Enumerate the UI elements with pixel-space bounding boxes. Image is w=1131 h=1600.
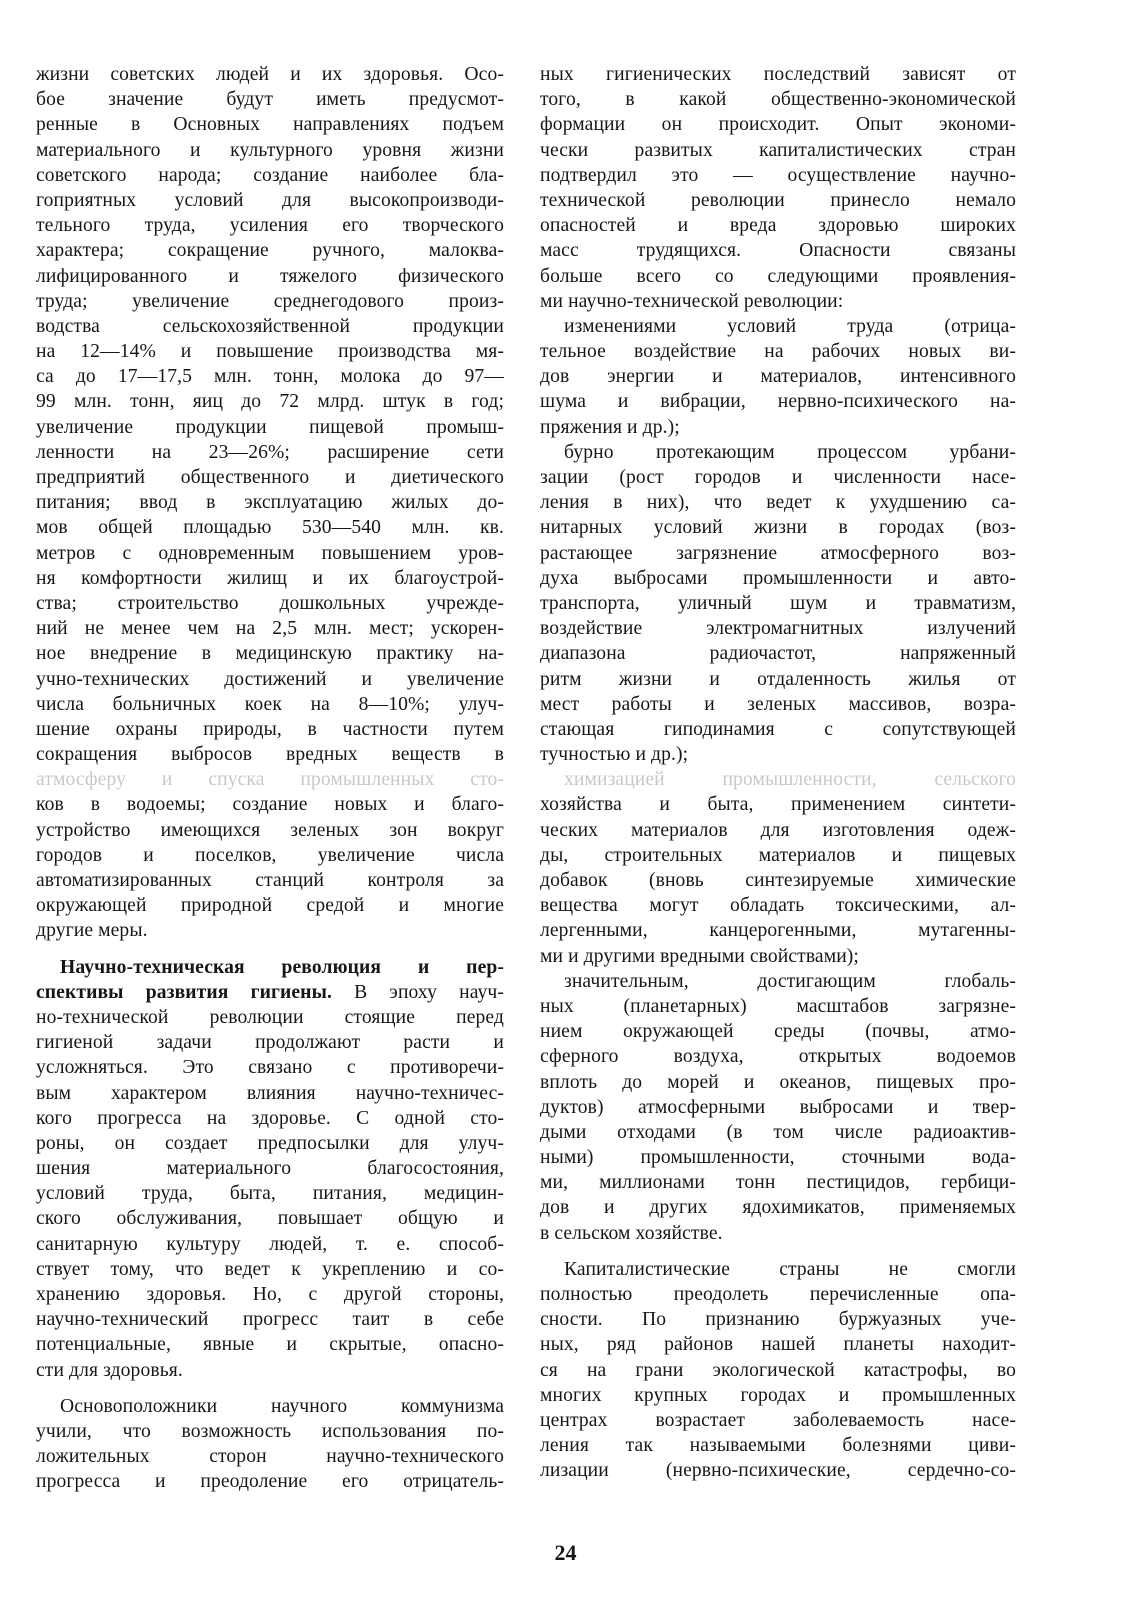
text-line: чески развитых капиталистических стран bbox=[540, 139, 1016, 161]
text-line: сокращения выбросов вредных веществ в bbox=[36, 744, 504, 766]
text-line: дов энергии и материалов, интенсивного bbox=[540, 366, 1016, 388]
text-line bbox=[36, 980, 504, 1005]
text-line: роны, он создает предпосылки для улуч- bbox=[36, 1132, 504, 1154]
section-heading: спективы развития гигиены. bbox=[36, 981, 332, 1003]
text-line: ных, ряд районов нашей планеты находит- bbox=[540, 1334, 1016, 1356]
text-line: добавок (вновь синтезируемые химические bbox=[540, 870, 1016, 891]
text-line: условий труда, быта, питания, медицин- bbox=[36, 1183, 504, 1205]
text-line: лифицированного и тяжелого физического bbox=[36, 265, 504, 287]
text-line: технической революции принесло немало bbox=[540, 189, 1016, 211]
text-line: бурно протекающим процессом урбани- bbox=[564, 441, 1016, 463]
text-line: дыми отходами (в том числе радиоактив- bbox=[540, 1121, 1016, 1143]
text-line: того, в какой общественно-экономической bbox=[540, 89, 1016, 111]
text-line: водства сельскохозяйственной продукции bbox=[36, 315, 504, 337]
text-line: ными) промышленности, сточными вода- bbox=[540, 1147, 1016, 1169]
text-line: диапазона радиочастот, напряженный bbox=[540, 643, 1016, 665]
text-line: растающее загрязнение атмосферного воз- bbox=[540, 542, 1016, 564]
text-line: сности. По признанию буржуазных уче- bbox=[540, 1309, 1016, 1331]
text-line: труда; увеличение среднегодового произ- bbox=[36, 290, 504, 312]
text-line: хранению здоровья. Но, с другой стороны, bbox=[36, 1284, 504, 1305]
text-line: духа выбросами промышленности и авто- bbox=[540, 567, 1016, 589]
text-line: ня комфортности жилищ и их благоустрой- bbox=[36, 567, 504, 589]
text-line: атмосферу и спуска промышленных сто- bbox=[36, 769, 504, 791]
text-line: окружающей природной средой и многие bbox=[36, 895, 504, 917]
text-line: питания; ввод в эксплуатацию жилых до- bbox=[36, 492, 504, 514]
text-line: масс трудящихся. Опасности связаны bbox=[540, 240, 1016, 262]
text-line: шения материального благосостояния, bbox=[36, 1158, 504, 1180]
text-line: Капиталистические страны не смогли bbox=[564, 1258, 1016, 1280]
text-line: сферного воздуха, открытых водоемов bbox=[540, 1046, 1016, 1068]
section-heading: Научно-техническая революция и пер- bbox=[60, 956, 504, 978]
text-line: потенциальные, явные и скрытые, опасно- bbox=[36, 1334, 504, 1356]
page-number: 24 bbox=[554, 1540, 577, 1565]
text-line: но-технической революции стоящие перед bbox=[36, 1006, 504, 1028]
text-line: ствует тому, что ведет к укреплению и со- bbox=[36, 1258, 504, 1280]
text-line: материального и культурного уровня жизни bbox=[36, 139, 504, 161]
text-line: на 12—14% и повышение производства мя- bbox=[36, 341, 504, 363]
text-line: характера; сокращение ручного, малоква- bbox=[36, 240, 504, 262]
text-line: увеличение продукции пищевой промыш- bbox=[36, 416, 504, 438]
text-line: полностью преодолеть перечисленные опа- bbox=[540, 1284, 1016, 1305]
text-line: 99 млн. тонн, яиц до 72 млрд. штук в год; bbox=[36, 391, 504, 413]
text-line: числа больничных коек на 8—10%; улуч- bbox=[36, 693, 504, 715]
left-column bbox=[36, 62, 504, 1495]
text-line: мест работы и зеленых массивов, возра- bbox=[540, 693, 1016, 715]
text-line: автоматизированных станций контроля за bbox=[36, 870, 504, 891]
text-line: воздействие электромагнитных излучений bbox=[540, 618, 1016, 640]
text-line: вплоть до морей и океанов, пищевых про- bbox=[540, 1071, 1016, 1093]
text-line: ных (планетарных) масштабов загрязне- bbox=[540, 995, 1016, 1017]
text-line: ков в водоемы; создание новых и благо- bbox=[36, 794, 504, 816]
text-line: устройство имеющихся зеленых зон вокруг bbox=[36, 819, 504, 841]
text-line: химизацией промышленности, сельского bbox=[564, 769, 1016, 791]
text-line: формации он происходит. Опыт экономи- bbox=[540, 114, 1016, 136]
text-line: лизации (нервно-психические, сердечно-со- bbox=[540, 1460, 1016, 1482]
text-line: санитарную культуру людей, т. е. способ- bbox=[36, 1233, 504, 1255]
text-line: зации (рост городов и численности насе- bbox=[540, 467, 1016, 488]
text-line: многих крупных городах и промышленных bbox=[540, 1384, 1016, 1406]
text-line: ренные в Основных направлениях подъем bbox=[36, 114, 504, 136]
text-line: значительным, достигающим глобаль- bbox=[564, 970, 1016, 992]
text-line: ства; строительство дошкольных учрежде- bbox=[36, 592, 504, 614]
text-line: гоприятных условий для высокопроизводи- bbox=[36, 189, 504, 211]
text-line: советского народа; создание наиболее бла- bbox=[36, 164, 504, 186]
text-line: учили, что возможность использования по- bbox=[36, 1420, 504, 1442]
text-line bbox=[36, 955, 504, 980]
text-line: тельное воздействие на рабочих новых ви- bbox=[540, 341, 1016, 363]
text-line: в сельском хозяйстве. bbox=[540, 1222, 723, 1244]
text-line: метров с одновременным повышением уров- bbox=[36, 542, 504, 564]
text-line: стающая гиподинамия с сопутствующей bbox=[540, 718, 1016, 740]
text-line: другие меры. bbox=[36, 920, 148, 942]
text-line: нитарных условий жизни в городах (воз- bbox=[540, 517, 1016, 539]
text-line: вещества могут обладать токсическими, ал- bbox=[540, 895, 1016, 917]
text-line: ми, миллионами тонн пестицидов, гербици- bbox=[540, 1172, 1016, 1194]
text-line: лергенными, канцерогенными, мутагенны- bbox=[540, 920, 1016, 942]
text-line: ложительных сторон научно-технического bbox=[36, 1446, 504, 1468]
text-line: пряжения и др.); bbox=[540, 416, 680, 438]
text-line: усложняться. Это связано с противоречи- bbox=[36, 1057, 504, 1079]
text-line: Основоположники научного коммунизма bbox=[60, 1395, 504, 1417]
text-line: ное внедрение в медицинскую практику на- bbox=[36, 643, 504, 665]
text-line: сти для здоровья. bbox=[36, 1359, 183, 1381]
text-line: шума и вибрации, нервно-психического на- bbox=[540, 391, 1016, 413]
text-line: дов и других ядохимикатов, применяемых bbox=[540, 1197, 1016, 1219]
text-line: учно-технических достижений и увеличение bbox=[36, 668, 504, 690]
text-line: дуктов) атмосферными выбросами и твер- bbox=[540, 1096, 1016, 1118]
text-line: ческих материалов для изготовления одеж- bbox=[540, 819, 1016, 841]
text-line: хозяйства и быта, применением синтети- bbox=[540, 794, 1016, 816]
text-line: изменениями условий труда (отрица- bbox=[564, 315, 1016, 337]
text-line: ского обслуживания, повышает общую и bbox=[36, 1208, 504, 1230]
text-line: шение охраны природы, в частности путем bbox=[36, 718, 504, 740]
text-line: тучностью и др.); bbox=[540, 744, 689, 766]
text-line: ми и другими вредными свойствами); bbox=[540, 945, 859, 967]
text-line: вым характером влияния научно-техничес- bbox=[36, 1082, 504, 1104]
text-line: ления так называемыми болезнями циви- bbox=[540, 1435, 1016, 1457]
text-line: ды, строительных материалов и пищевых bbox=[540, 844, 1016, 866]
text-line: бое значение будут иметь предусмот- bbox=[36, 89, 504, 111]
text-line: гигиеной задачи продолжают расти и bbox=[36, 1032, 504, 1054]
text-line: тельного труда, усиления его творческого bbox=[36, 215, 504, 237]
text-line: мов общей площадью 530—540 млн. кв. bbox=[36, 517, 504, 539]
text-line: ний не менее чем на 2,5 млн. мест; ускорен- bbox=[36, 618, 504, 640]
text-line: ных гигиенических последствий зависят от bbox=[540, 64, 1016, 85]
text-line: опасностей и вреда здоровью широких bbox=[540, 215, 1016, 237]
text-line: транспорта, уличный шум и травматизм, bbox=[540, 592, 1016, 614]
text-line: ленности на 23—26%; расширение сети bbox=[36, 441, 504, 463]
text-line: ся на грани экологической катастрофы, во bbox=[540, 1359, 1016, 1381]
text-line: ми научно-технической революции: bbox=[540, 290, 844, 312]
text-line: са до 17—17,5 млн. тонн, молока до 97— bbox=[36, 366, 504, 388]
text-line: центрах возрастает заболеваемость насе- bbox=[540, 1409, 1016, 1431]
text-line: жизни советских людей и их здоровья. Осо- bbox=[36, 64, 504, 85]
text-line: прогресса и преодоление его отрицатель- bbox=[36, 1471, 504, 1493]
text-line: подтвердил это — осуществление научно- bbox=[540, 164, 1016, 186]
text-line: кого прогресса на здоровье. С одной сто- bbox=[36, 1107, 504, 1129]
line-text: В эпоху науч- bbox=[331, 981, 504, 1003]
text-line: городов и поселков, увеличение числа bbox=[36, 844, 504, 866]
text-line: ления в них), что ведет к ухудшению са- bbox=[540, 492, 1016, 514]
text-line: нием окружающей среды (почвы, атмо- bbox=[540, 1021, 1016, 1043]
right-column bbox=[540, 62, 1016, 1484]
text-line: предприятий общественного и диетического bbox=[36, 467, 504, 488]
text-line: больше всего со следующими проявления- bbox=[540, 265, 1016, 287]
text-line: научно-технический прогресс таит в себе bbox=[36, 1309, 504, 1331]
text-line: ритм жизни и отдаленность жилья от bbox=[540, 668, 1016, 690]
